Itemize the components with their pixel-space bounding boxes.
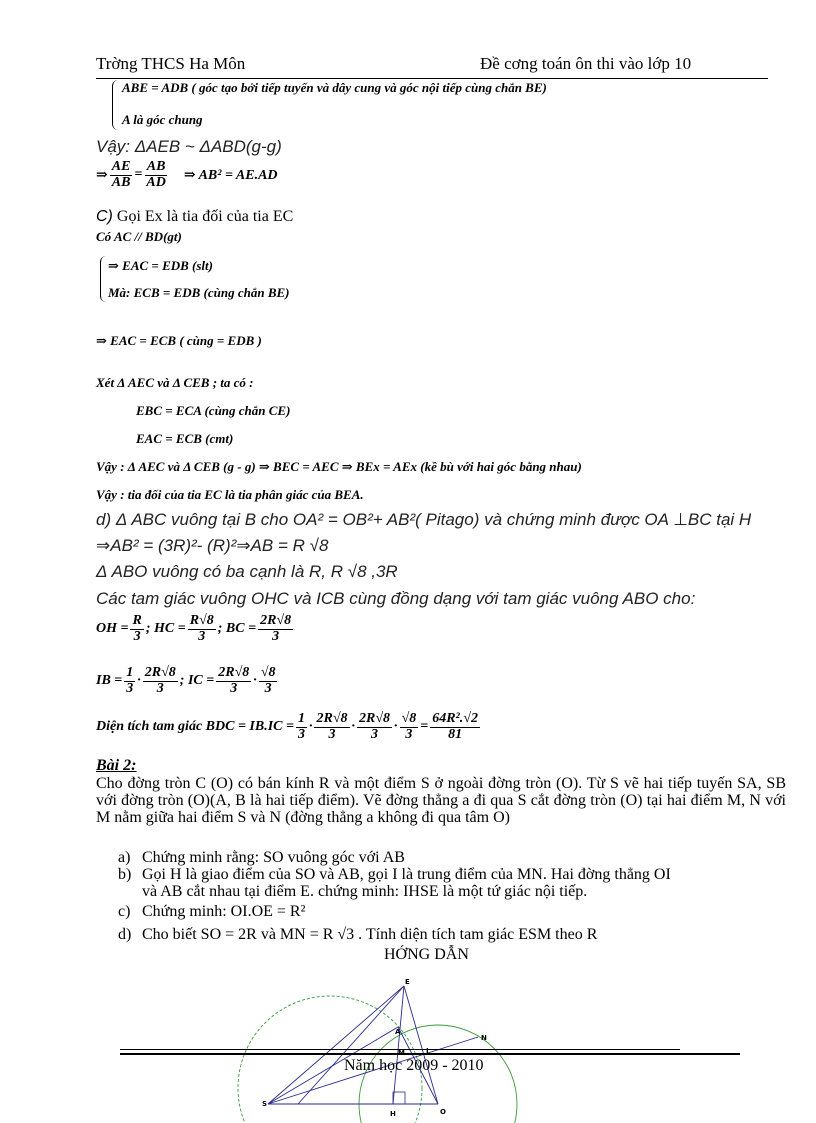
fraction-area-1 bbox=[296, 712, 307, 742]
part-c-line3: ⇒ EAC = ECB ( cùng = EDB ) bbox=[96, 333, 262, 348]
fraction-numerator: AE bbox=[111, 159, 131, 174]
fraction-ae-ab bbox=[110, 160, 133, 190]
part-c-line1: ⇒ EAC = EDB (slt) bbox=[108, 258, 213, 273]
ratio-result: ⇒ AB² = AE.AD bbox=[183, 167, 278, 183]
fraction-ab-ad bbox=[144, 160, 167, 190]
part-d-line1: d) Δ ABC vuông tại B cho OA² = OB²+ AB²( Pitago) và chứng minh được OA ⊥BC tại H bbox=[96, 510, 752, 529]
ratio-formula bbox=[96, 160, 278, 190]
bai2-item-a bbox=[118, 849, 405, 866]
fraction-numerator: 2R√8 bbox=[218, 665, 250, 680]
fraction-denominator: 3 bbox=[297, 726, 305, 742]
fraction-area-2 bbox=[314, 712, 349, 742]
formula-ib-ic bbox=[96, 666, 279, 696]
item-text: Cho biết SO = 2R và MN = R √3 . Tính diện tích tam giác ESM theo R bbox=[142, 926, 598, 943]
point-o-label: O bbox=[440, 1108, 446, 1116]
fraction-numerator: 1 bbox=[297, 711, 305, 726]
line-se bbox=[268, 986, 404, 1104]
part-d-line2: ⇒AB² = (3R)²- (R)²⇒AB = R √8 bbox=[96, 536, 329, 555]
part-c-line2: Mà: ECB = EDB (cùng chắn BE) bbox=[108, 285, 290, 300]
bai2-problem-text: Cho đờng tròn C (O) có bán kính R và một điểm S ở ngoài đờng tròn (O). Từ S vẽ hai tiếp tuyến SA, SB với đờng tròn (O)(A, B là hai tiếp điểm). Vẽ đờng thẳng a đi qua S cắt đờng tròn (O) tại hai điểm M, N với M nằm giữa hai điểm S và N (đờng thẳng a không đi qua tâm O) bbox=[96, 775, 786, 826]
footer-year: Năm học 2009 - 2010 bbox=[344, 1057, 484, 1074]
fraction-oh bbox=[130, 614, 143, 644]
fraction-numerator: 2R√8 bbox=[316, 711, 348, 726]
multiply-dot: · bbox=[253, 673, 257, 689]
line-eo bbox=[404, 986, 438, 1104]
fraction-numerator: 64R².√2 bbox=[432, 711, 478, 726]
formula-oh-hc-bc bbox=[96, 614, 295, 644]
fraction-ic-1 bbox=[216, 666, 251, 696]
equals-sign: = bbox=[134, 167, 143, 183]
fraction-numerator: R bbox=[132, 613, 142, 628]
part-c-intro-text: Gọi Ex là tia đối của tia EC bbox=[112, 208, 294, 225]
part-c-label: C) bbox=[96, 208, 113, 225]
part-c-intro bbox=[96, 208, 293, 226]
fraction-numerator: 2R√8 bbox=[260, 613, 292, 628]
fraction-area-3 bbox=[357, 712, 392, 742]
point-h-label: H bbox=[390, 1110, 396, 1118]
item-label: a) bbox=[118, 849, 131, 866]
item-text: và AB cắt nhau tại điểm E. chứng minh: IHSE là một tứ giác nội tiếp. bbox=[142, 883, 588, 900]
bai2-item-b bbox=[118, 866, 671, 883]
equals-sign: = bbox=[420, 719, 429, 735]
point-m-label: M bbox=[398, 1049, 405, 1057]
geometry-figure bbox=[0, 970, 816, 1123]
item-label: d) bbox=[118, 926, 132, 943]
part-c-eq2: EAC = ECB (cmt) bbox=[136, 431, 234, 446]
fraction-area-4 bbox=[400, 712, 419, 742]
part-d-line4: Các tam giác vuông OHC và ICB cùng đồng dạng với tam giác vuông ABO cho: bbox=[96, 589, 696, 608]
part-b-line1: ABE = ADB ( góc tạo bởi tiếp tuyến và dây cung và góc nội tiếp cùng chắn BE) bbox=[122, 80, 547, 95]
fraction-denominator: 3 bbox=[230, 680, 238, 696]
fraction-denominator: AB bbox=[111, 174, 131, 190]
part-b-line2: A là góc chung bbox=[122, 112, 203, 127]
formula-area-bdc bbox=[96, 712, 482, 742]
hc-label: ; HC = bbox=[145, 621, 186, 637]
fraction-denominator: 3 bbox=[371, 726, 379, 742]
line-eh bbox=[393, 986, 404, 1104]
implies-symbol: ⇒ bbox=[96, 167, 108, 183]
bc-label: ; BC = bbox=[217, 621, 257, 637]
fraction-denominator: 3 bbox=[133, 628, 141, 644]
part-c-therefore: Vậy : Δ AEC và Δ CEB (g - g) ⇒ BEC = AEC ⇒ BEx = AEx (kề bù với hai góc bằng nhau) bbox=[96, 459, 582, 474]
fraction-numerator: 2R√8 bbox=[359, 711, 391, 726]
fraction-denominator: AD bbox=[146, 174, 166, 190]
part-b-conclusion: Vậy: ΔAEB ~ ΔABD(g-g) bbox=[96, 137, 282, 156]
footer-rule-1 bbox=[120, 1049, 680, 1050]
fraction-numerator: 2R√8 bbox=[144, 665, 176, 680]
header-school: Trờng THCS Ha Môn bbox=[96, 54, 246, 73]
item-label: c) bbox=[118, 903, 131, 920]
fraction-ib-1 bbox=[124, 666, 135, 696]
footer-rule-2 bbox=[120, 1053, 740, 1055]
fraction-numerator: R√8 bbox=[189, 613, 214, 628]
point-e-label: E bbox=[405, 978, 410, 986]
fraction-numerator: √8 bbox=[401, 711, 417, 726]
system-brace bbox=[100, 256, 106, 302]
line-es bbox=[298, 986, 404, 1104]
part-c-eq1: EBC = ECA (cùng chắn CE) bbox=[136, 403, 291, 418]
bai2-heading: Bài 2: bbox=[96, 757, 137, 774]
fraction-denominator: 3 bbox=[272, 628, 280, 644]
system-brace bbox=[112, 80, 118, 130]
fraction-bc bbox=[258, 614, 293, 644]
ib-label: IB = bbox=[96, 673, 123, 689]
fraction-hc bbox=[188, 614, 216, 644]
multiply-dot: · bbox=[308, 719, 313, 735]
fraction-ic-2 bbox=[259, 666, 278, 696]
fraction-denominator: 3 bbox=[156, 680, 164, 696]
multiply-dot: · bbox=[137, 673, 141, 689]
point-a-label: A bbox=[395, 1028, 401, 1036]
item-text: Chứng minh: OI.OE = R² bbox=[142, 903, 306, 920]
fraction-denominator: 3 bbox=[264, 680, 272, 696]
point-n-label: N bbox=[481, 1034, 487, 1042]
header-title: Đề cơng toán ôn thi vào lớp 10 bbox=[480, 54, 692, 73]
fraction-denominator: 3 bbox=[198, 628, 206, 644]
oh-label: OH = bbox=[96, 621, 129, 637]
bai2-item-c bbox=[118, 903, 305, 920]
multiply-dot: · bbox=[351, 719, 356, 735]
ic-label: ; IC = bbox=[179, 673, 215, 689]
part-d-line3: Δ ABO vuông có ba cạnh là R, R √8 ,3R bbox=[96, 562, 398, 581]
header-rule bbox=[96, 78, 768, 79]
bai2-item-b-cont bbox=[118, 883, 587, 900]
item-label: b) bbox=[118, 866, 132, 883]
fraction-numerator: √8 bbox=[260, 665, 276, 680]
guide-heading: HỚNG DẪN bbox=[384, 946, 469, 963]
fraction-denominator: 81 bbox=[448, 726, 463, 742]
item-text: Chứng minh rằng: SO vuông góc với AB bbox=[142, 849, 405, 866]
part-c-consider: Xét Δ AEC và Δ CEB ; ta có : bbox=[96, 375, 254, 390]
right-angle-marker bbox=[393, 1092, 405, 1104]
fraction-denominator: 3 bbox=[405, 726, 413, 742]
fraction-numerator: AB bbox=[146, 159, 166, 174]
fraction-denominator: 3 bbox=[126, 680, 134, 696]
point-i-label: I bbox=[426, 1047, 429, 1055]
fraction-denominator: 3 bbox=[328, 726, 336, 742]
part-c-given: Có AC // BD(gt) bbox=[96, 229, 182, 244]
item-text: Gọi H là giao điểm của SO và AB, gọi I là trung điểm của MN. Hai đờng thẳng OI bbox=[142, 866, 671, 883]
fraction-numerator: 1 bbox=[126, 665, 134, 680]
point-s-label: S bbox=[262, 1100, 268, 1108]
fraction-area-result bbox=[430, 712, 480, 742]
bai2-item-d bbox=[118, 926, 597, 943]
fraction-ib-2 bbox=[143, 666, 178, 696]
multiply-dot: · bbox=[394, 719, 398, 735]
area-label: Diện tích tam giác BDC = IB.IC = bbox=[96, 719, 294, 735]
part-c-final: Vậy : tia đối của tia EC là tia phân giác của BEA. bbox=[96, 487, 364, 502]
